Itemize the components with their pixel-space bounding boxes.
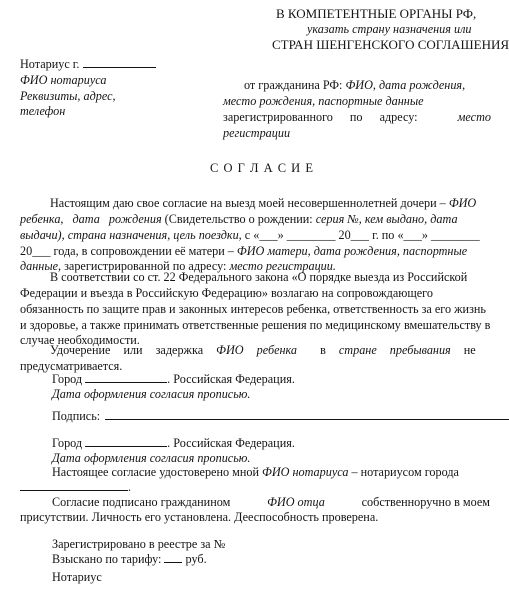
p3-a2: в [320,343,326,357]
paragraph-adoption [20,343,490,375]
signed-a: Согласие подписано гражданином [52,495,231,509]
p3-a-it: ФИО ребенка [216,343,298,357]
notary-details-1: Реквизиты, адрес, [20,89,116,103]
p1-e-it2: место регистрации. [229,259,336,274]
signed-line-1 [52,495,490,511]
block1-city-label: Город [52,372,83,386]
p3-a3: не [463,343,476,357]
signed-it: ФИО отца [267,495,325,509]
p3-a-it2: стране пребывания [338,343,451,357]
block2-date-note: Дата оформления согласия прописью. [52,451,251,465]
cert-it: ФИО нотариуса [262,465,349,479]
p1-e-it: данные, [20,259,62,274]
sign-label: Подпись: [52,409,101,423]
p2-line-2: Федерации и въезда в Российскую Федерацию» возлагаю на сопровождающего [20,285,433,300]
from-fields: ФИО, дата рождения, [345,78,466,92]
paragraph-law [20,270,490,349]
tariff-line [52,552,207,568]
p2-line-1: В соответствии со ст. 22 Федерального закона «О порядке выезда из Российской [50,270,468,284]
cert-b: – нотариусом города [351,465,459,479]
reg-place: место [457,110,491,124]
p1-a: Настоящим даю свое согласие на выезд моей несовершеннолетней дочери – [50,196,446,210]
block1-city-suffix: . Российская Федерация. [167,372,295,386]
registry-line: Зарегистрировано в реестре за № [52,537,226,551]
p1-a-it: ФИО [448,196,477,210]
from-line-2: место рождения, паспортные данные [223,94,424,108]
notary-details-2: телефон [20,104,66,118]
signed-b: собственноручно в моем [361,495,490,509]
from-line-1 [244,78,465,94]
p3-line-1 [20,343,490,359]
document-title: С О Г Л А С И Е [210,161,314,175]
p1-c-it: выдачи), страна назначения, цель поездки, [20,227,242,242]
reg-label: зарегистрированного по адресу: [223,110,418,124]
reg-line-1 [223,110,491,126]
paragraph-consent [20,196,490,275]
p1-e: зарегистрированной по адресу: [64,259,227,274]
certification-blank: . [20,480,131,496]
notary-city [20,57,156,73]
p2-line-4: и здоровье, а также принимать ответственные решения по медицинскому вмешательству в [20,317,491,332]
p1-line-3 [20,228,490,244]
block1-city-blank [85,373,167,383]
p2-line-5: случае необходимости. [20,333,140,348]
p1-c: с «___» ________ 20___ г. по «___» ________ [244,227,480,242]
reg-line-2: регистрации [223,126,291,140]
p2-line-3: обязанность по защите прав и законных интересов ребенка, ответственность за его жизнь [20,301,486,316]
p3-a: Удочерение или задержка [50,343,204,357]
block2-city [52,436,295,452]
block2-city-suffix: . Российская Федерация. [167,436,295,450]
p1-line-2 [20,212,490,228]
from-prefix: от гражданина РФ: [244,78,343,92]
p1-line-1 [20,196,490,212]
tariff-a: Взыскано по тарифу: [52,552,162,566]
block2-city-label: Город [52,436,83,450]
notary-fio: ФИО нотариуса [20,73,107,87]
block1-signature [52,409,509,425]
p1-b-it2: серия №, кем выдано, дата [315,211,458,226]
p1-d-it: ФИО матери, дата рождения, паспортные [236,243,468,258]
block1-city [52,372,295,388]
p1-b: (Свидетельство о рождении: [164,211,313,226]
organ-line-2: указать страну назначения или [307,22,472,36]
tariff-blank [164,553,182,563]
signed-line-2: присутствии. Личность его установлена. Дееспособность проверена. [20,510,379,524]
notary-city-blank [83,58,156,68]
cert-city-blank [20,481,128,491]
cert-a: Настоящее согласие удостоверено мной [52,465,259,479]
block1-date-note: Дата оформления согласия прописью. [52,387,251,401]
p1-d: 20___ года, в сопровождении её матери – [20,243,234,258]
block2-city-blank [85,437,167,447]
p1-line-4 [20,244,490,260]
signature-line [105,410,509,420]
tariff-b: руб. [185,552,207,566]
notary-signoff: Нотариус [52,570,102,584]
certification-line [52,465,459,481]
organ-line-1: В КОМПЕТЕНТНЫЕ ОРГАНЫ РФ, [276,6,477,21]
p3-line-2: предусматривается. [20,358,123,373]
p1-b-it: ребенка, дата рождения [20,211,162,226]
organ-line-3: СТРАН ШЕНГЕНСКОГО СОГЛАШЕНИЯ [272,37,509,52]
notary-city-label: Нотариус г. [20,57,80,71]
